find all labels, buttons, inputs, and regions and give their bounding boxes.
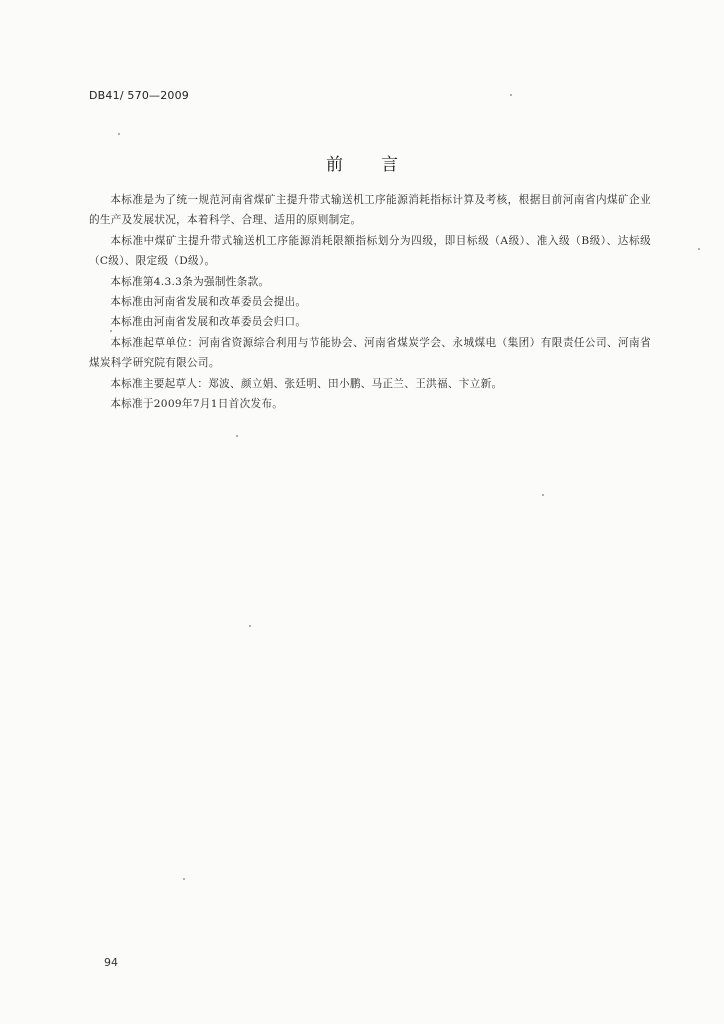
paragraph-drafting-units: 本标准起草单位：河南省资源综合利用与节能协会、河南省煤炭学会、永城煤电（集团）有限责任公司、河南省煤炭科学研究院有限公司。 <box>89 336 651 370</box>
paragraph-levels: 本标准中煤矿主提升带式输送机工序能源消耗限额指标划分为四级，即目标级（A级）、准入级（B级）、达标级（C级）、限定级（D级）。 <box>89 234 651 268</box>
scan-speck <box>510 94 512 96</box>
scan-speck <box>249 625 251 627</box>
scan-speck <box>118 133 120 135</box>
title-char-2: 言 <box>381 155 398 175</box>
scan-speck <box>183 878 185 880</box>
title-char-1: 前 <box>326 155 343 175</box>
paragraph-proposed-by: 本标准由河南省发展和改革委员会提出。 <box>110 296 307 309</box>
scan-speck <box>698 248 700 250</box>
page-number: 94 <box>104 956 118 969</box>
foreword-body <box>89 190 651 414</box>
scan-speck <box>542 494 544 496</box>
paragraph-drafters: 本标准主要起草人：郑波、颜立娟、张廷明、田小鹏、马正兰、王洪福、卞立新。 <box>110 377 503 390</box>
scan-speck <box>110 330 112 332</box>
paragraph-centralized-by: 本标准由河南省发展和改革委员会归口。 <box>110 316 307 329</box>
paragraph-purpose: 本标准是为了统一规范河南省煤矿主提升带式输送机工序能源消耗指标计算及考核，根据目前河南省内煤矿企业的生产及发展状况，本着科学、合理、适用的原则制定。 <box>89 194 651 227</box>
document-code: DB41/ 570—2009 <box>89 89 190 102</box>
scan-speck <box>236 435 238 437</box>
paragraph-mandatory: 本标准第4.3.3条为强制性条款。 <box>110 275 270 288</box>
page-title <box>0 150 724 175</box>
paragraph-release-date: 本标准于2009年7月1日首次发布。 <box>110 398 284 411</box>
